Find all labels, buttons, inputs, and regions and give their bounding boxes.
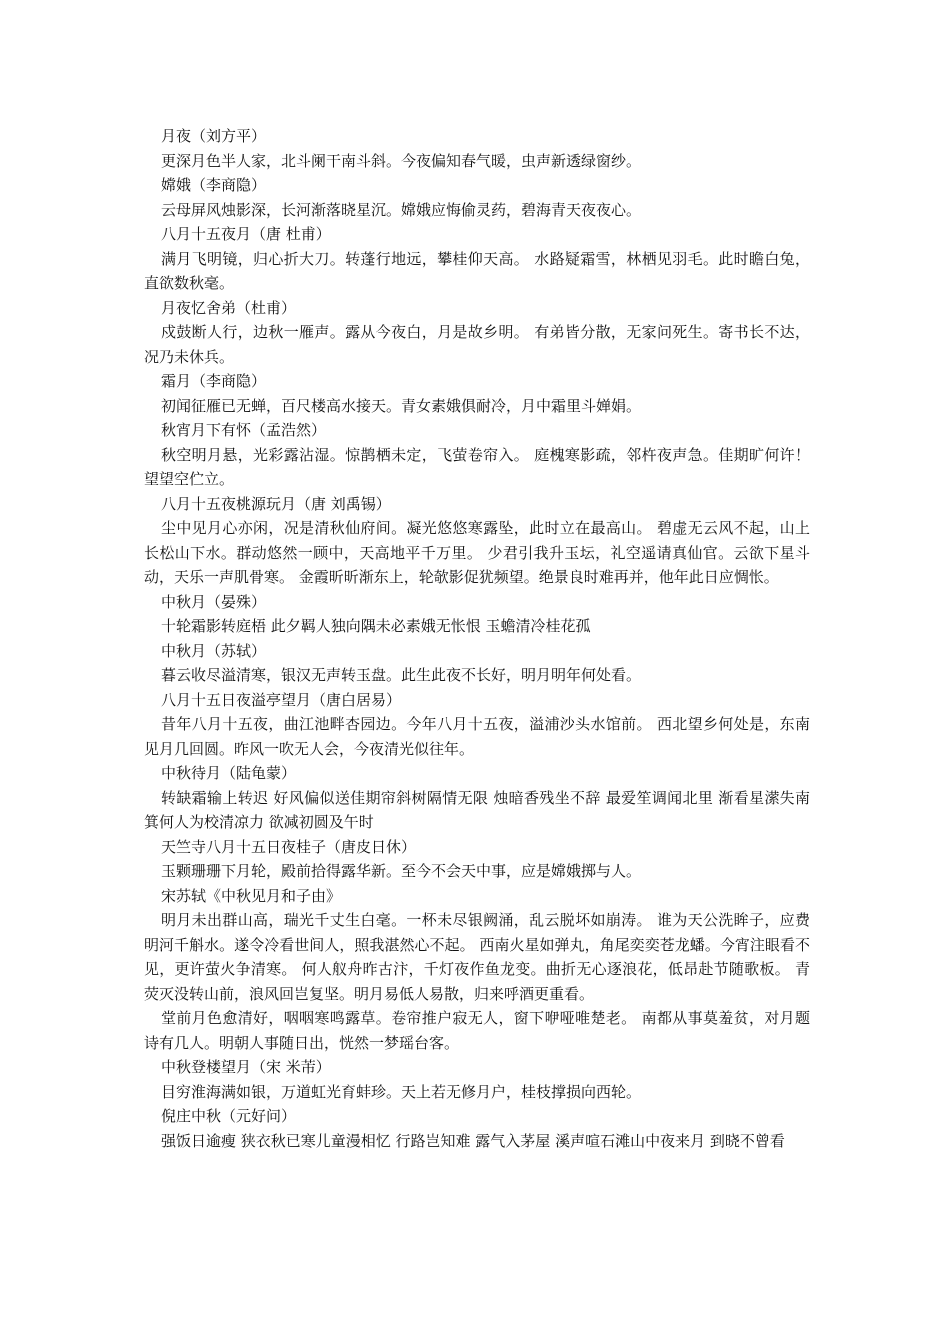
poem-text: 戍鼓断人行，边秋一雁声。露从今夜白，月是故乡明。 有弟皆分散，无家问死生。寄书长不达，况乃未休兵。 — [144, 323, 810, 366]
poem-text: 尘中见月心亦闲，况是清秋仙府间。凝光悠悠寒露坠，此时立在最高山。 碧虚无云风不起，山上长松山下水。群动悠然一顾中，天高地平千万里。 少君引我升玉坛，礼空遥请真仙官。云欲下星斗动，天乐一声肌骨寒。 金霞昕昕渐东上，轮欹影促犹频望。绝景良时难再并，他年此日应惆怅。 — [144, 519, 810, 586]
poem-title: 嫦娥（李商隐） — [161, 176, 267, 194]
poem-title: 中秋待月（陆龟蒙） — [161, 764, 297, 782]
poem-title: 宋苏轼《中秋见月和子由》 — [161, 886, 342, 905]
poem-title: 八月十五夜月（唐 杜甫） — [161, 225, 331, 243]
poem-title: 中秋月（苏轼） — [161, 641, 267, 660]
poem-text: 满月飞明镜，归心折大刀。转蓬行地远，攀桂仰天高。 水路疑霜雪，林栖见羽毛。此时瞻白兔，直欲数秋毫。 — [144, 249, 810, 292]
poem-title: 中秋月（晏殊） — [161, 592, 267, 611]
poem-title: 八月十五夜桃源玩月（唐 刘禹锡） — [161, 494, 391, 513]
poem-title: 秋宵月下有怀（孟浩然） — [161, 421, 327, 439]
poem-title: 倪庄中秋（元好问） — [161, 1107, 297, 1125]
poem-text: 目穷淮海满如银，万道虹光育蚌珍。天上若无修月户，桂枝撑损向西轮。 — [161, 1082, 642, 1101]
poem-text: 初闻征雁已无蝉，百尺楼高水接天。青女素娥俱耐冷，月中霜里斗婵娟。 — [161, 396, 642, 415]
poem-text: 云母屏风烛影深，长河渐落晓星沉。嫦娥应悔偷灵药，碧海青天夜夜心。 — [161, 200, 642, 219]
poem-title: 天竺寺八月十五日夜桂子（唐皮日休） — [161, 837, 417, 856]
poem-title: 月夜（刘方平） — [161, 127, 267, 145]
poem-text: 转缺霜输上转迟 好风偏似送佳期帘斜树隔情无限 烛暗香残坐不辞 最爱笙调闻北里 渐看星潆失南箕何人为校清凉力 欲减初圆及午时 — [144, 788, 810, 831]
poem-title: 八月十五日夜溢亭望月（唐白居易） — [161, 690, 402, 709]
poem-text: 更深月色半人家，北斗阑干南斗斜。今夜偏知春气暖，虫声新透绿窗纱。 — [161, 151, 642, 170]
poem-title: 月夜忆舍弟（杜甫） — [161, 298, 297, 317]
poem-text: 十轮霜影转庭梧 此夕羁人独向隅未必素娥无怅恨 玉蟾清冷桂花孤 — [161, 617, 591, 635]
poem-text: 玉颗珊珊下月轮，殿前拾得露华新。至今不会天中事，应是嫦娥掷与人。 — [161, 862, 642, 880]
poem-text: 明月未出群山高，瑞光千丈生白毫。一杯未尽银阙涌，乱云脱坏如崩涛。 谁为天公洗眸子，应费明河千斛水。遂令冷看世间人，照我湛然心不起。 西南火星如弹丸，角尾奕奕苍龙蟠。今宵注眼看不见，更许萤火争清寒。 何人舣舟昨古汴，千灯夜作鱼龙变。曲折无心逐浪花，低昂赴节随歌板。 青荧灭没转山前，浪风回岂复坚。明月易低人易散，归来呼酒更重看。 — [144, 911, 810, 1003]
poem-text: 强饭日逾瘦 狭衣秋已寒儿童漫相忆 行路岂知难 露气入茅屋 溪声喧石滩山中夜来月 到晓不曾看 — [161, 1131, 785, 1150]
poem-text: 昔年八月十五夜，曲江池畔杏园边。今年八月十五夜，溢浦沙头水馆前。 西北望乡何处是，东南见月几回圆。昨风一吹无人会，今夜清光似往年。 — [144, 715, 810, 758]
poem-title: 中秋登楼望月（宋 米芾） — [161, 1058, 331, 1076]
poem-title: 霜月（李商隐） — [161, 372, 267, 390]
poem-text: 秋空明月悬，光彩露沾湿。惊鹊栖未定，飞萤卷帘入。 庭槐寒影疏，邻杵夜声急。佳期旷何许！望望空伫立。 — [144, 445, 810, 488]
poem-text: 暮云收尽溢清寒，银汉无声转玉盘。此生此夜不长好，明月明年何处看。 — [161, 666, 642, 684]
poem-text: 堂前月色愈清好，咽咽寒鸣露草。卷帘推户寂无人，窗下咿哑唯楚老。 南都从事莫羞贫，对月题诗有几人。明朝人事随日出，恍然一梦瑶台客。 — [144, 1009, 810, 1052]
document-body — [144, 124, 810, 1153]
